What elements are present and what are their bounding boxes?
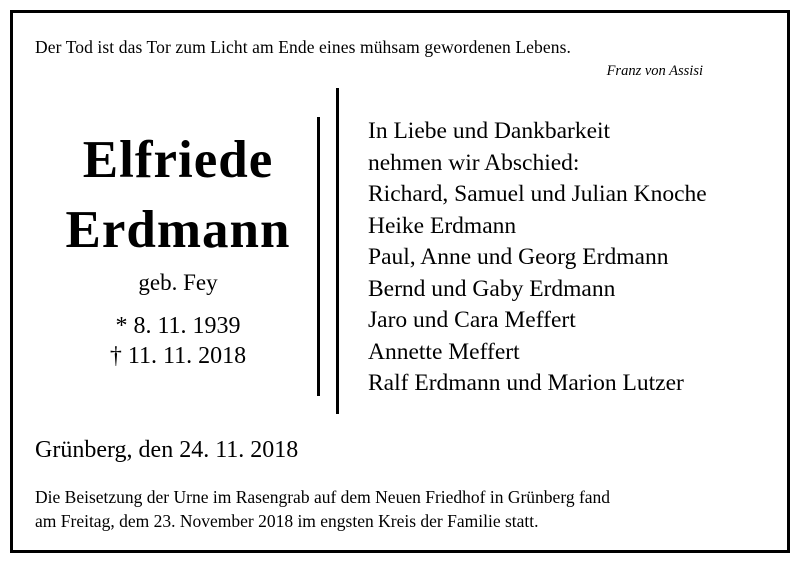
- mourners-line: Ralf Erdmann und Marion Lutzer: [368, 370, 684, 396]
- maiden-name: geb. Fey: [138, 270, 218, 295]
- mourners-line: Bernd und Gaby Erdmann: [368, 275, 616, 302]
- notice-line: am Freitag, dem 23. November 2018 im engsten Kreis der Familie statt.: [35, 511, 539, 531]
- deceased-last-name: Erdmann: [65, 201, 291, 259]
- obituary-frame: [10, 10, 790, 553]
- mourners-line: Paul, Anne und Georg Erdmann: [368, 244, 669, 270]
- burial-notice: [35, 485, 610, 533]
- mourners-line: nehmen wir Abschied:: [368, 149, 580, 176]
- divider-line: [317, 117, 320, 396]
- quote-author: Franz von Assisi: [606, 63, 703, 79]
- deceased-first-name: Elfriede: [82, 131, 274, 189]
- notice-line: Die Beisetzung der Urne im Rasengrab auf dem Neuen Friedhof in Grünberg fand: [35, 487, 611, 507]
- mourners-line: Heike Erdmann: [368, 212, 517, 239]
- place-date: Grünberg, den 24. 11. 2018: [35, 437, 299, 463]
- mourners-line: In Liebe und Dankbarkeit: [368, 118, 611, 144]
- mourners-line: Jaro und Cara Meffert: [368, 307, 576, 333]
- quote-text: Der Tod ist das Tor zum Licht am Ende eines mühsam gewordenen Lebens.: [35, 37, 571, 57]
- divider-line: [336, 88, 339, 414]
- mourners-line: Richard, Samuel und Julian Knoche: [368, 181, 707, 207]
- mourners-list: [368, 116, 707, 400]
- birth-date: * 8. 11. 1939: [115, 313, 241, 339]
- death-date: † 11. 11. 2018: [109, 343, 247, 369]
- deceased-block: [33, 125, 323, 371]
- mourners-line: Annette Meffert: [368, 338, 520, 365]
